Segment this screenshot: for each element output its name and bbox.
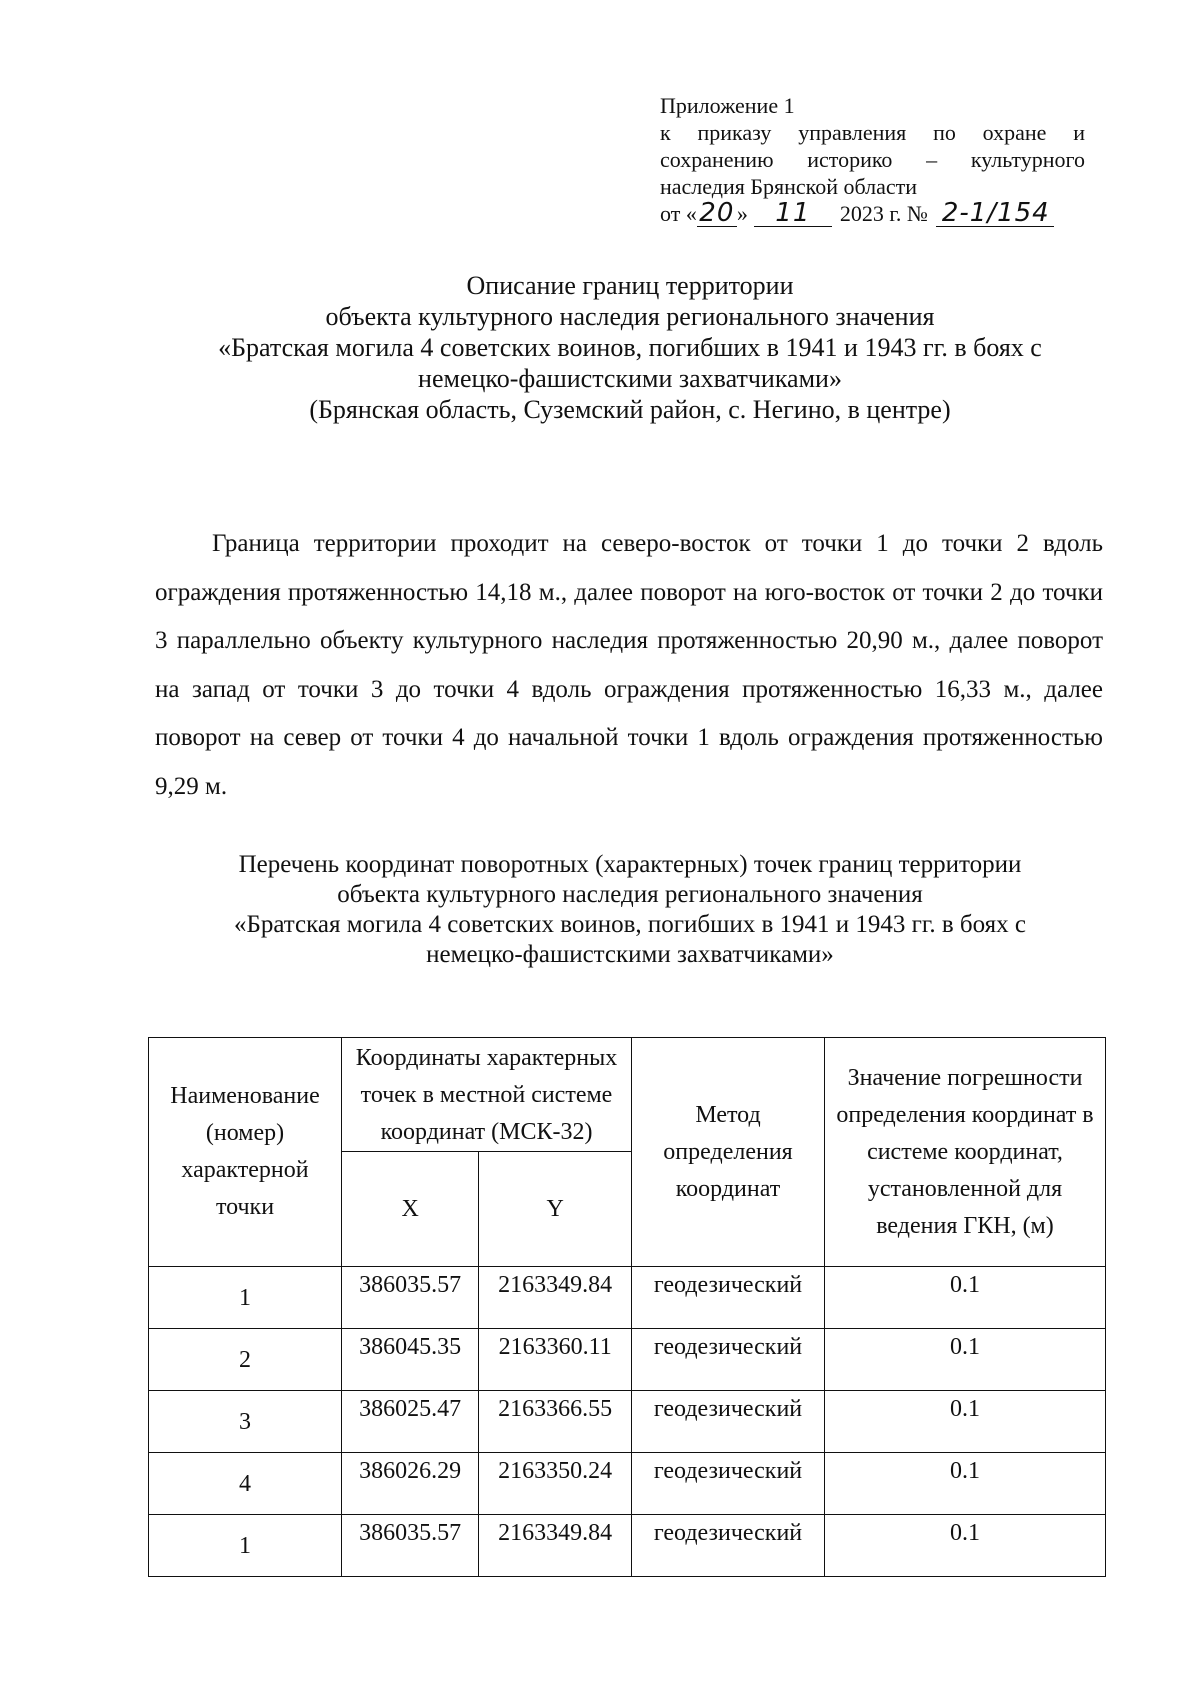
cell-x: 386026.29: [342, 1453, 479, 1515]
cell-method: геодезический: [632, 1453, 825, 1515]
table-row: [149, 1515, 1106, 1577]
header-x: X: [342, 1152, 479, 1267]
document-title: [150, 270, 1110, 425]
appendix-date-line: [660, 200, 1085, 227]
date-prefix: от «: [660, 201, 697, 226]
header-coordinates: Координаты характерных точек в местной системе координат (МСК-32): [342, 1038, 632, 1152]
title-line-2: объекта культурного наследия регионального значения: [325, 302, 935, 331]
date-quote-close: »: [736, 201, 748, 226]
cell-error: 0.1: [825, 1453, 1106, 1515]
coordinates-table: [148, 1037, 1106, 1577]
date-year: 2023 г. №: [839, 201, 928, 226]
cell-method: геодезический: [632, 1515, 825, 1577]
cell-x: 386035.57: [342, 1515, 479, 1577]
title-line-1: Описание границ территории: [466, 271, 794, 300]
title-line-5: (Брянская область, Суземский район, с. Негино, в центре): [309, 395, 951, 424]
cell-error: 0.1: [825, 1515, 1106, 1577]
handwritten-month: 11: [754, 200, 832, 227]
cell-point: 1: [149, 1515, 342, 1577]
cell-y: 2163350.24: [479, 1453, 632, 1515]
coordinates-list-title: [150, 850, 1110, 970]
cell-method: геодезический: [632, 1267, 825, 1329]
table-row: [149, 1453, 1106, 1515]
appendix-department-line: сохранению историко – культурного: [660, 147, 1085, 172]
cell-x: 386025.47: [342, 1391, 479, 1453]
cell-point: 1: [149, 1267, 342, 1329]
appendix-region-line: наследия Брянской области: [660, 174, 918, 199]
list-title-line-4: немецко-фашистскими захватчиками»: [426, 941, 834, 968]
handwritten-order-number: 2-1/154: [936, 200, 1054, 227]
cell-y: 2163349.84: [479, 1267, 632, 1329]
table-row: [149, 1267, 1106, 1329]
cell-y: 2163360.11: [479, 1329, 632, 1391]
appendix-order-line: к приказу управления по охране и: [660, 120, 1085, 145]
cell-point: 2: [149, 1329, 342, 1391]
header-y: Y: [479, 1152, 632, 1267]
cell-point: 3: [149, 1391, 342, 1453]
cell-error: 0.1: [825, 1391, 1106, 1453]
cell-x: 386045.35: [342, 1329, 479, 1391]
cell-method: геодезический: [632, 1391, 825, 1453]
title-line-3: «Братская могила 4 советских воинов, погибших в 1941 и 1943 гг. в боях с: [218, 333, 1042, 362]
boundary-description: Граница территории проходит на северо-восток от точки 1 до точки 2 вдоль ограждения протяженностью 14,18 м., далее поворот на юго-восток от точки 2 до точки 3 параллельно объекту культурного наследия протяженностью 20,90 м., далее поворот на запад от точки 3 до точки 4 вдоль ограждения протяженностью 16,33 м., далее поворот на север от точки 4 до начальной точки 1 вдоль ограждения протяженностью 9,29 м.: [155, 530, 1103, 800]
list-title-line-3: «Братская могила 4 советских воинов, погибших в 1941 и 1943 гг. в боях с: [233, 911, 1027, 938]
header-point-name: Наименование (номер) характерной точки: [149, 1038, 342, 1267]
handwritten-day: 20: [697, 200, 737, 227]
table-header-row: [149, 1038, 1106, 1152]
cell-method: геодезический: [632, 1329, 825, 1391]
list-title-line-2: объекта культурного наследия регионального значения: [337, 881, 923, 908]
table-row: [149, 1391, 1106, 1453]
appendix-title: Приложение 1: [660, 93, 795, 118]
cell-x: 386035.57: [342, 1267, 479, 1329]
cell-error: 0.1: [825, 1329, 1106, 1391]
cell-y: 2163366.55: [479, 1391, 632, 1453]
appendix-header: [660, 92, 1085, 227]
header-error: Значение погрешности определения координат в системе координат, установленной для ведения ГКН, (м): [825, 1038, 1106, 1267]
table-row: [149, 1329, 1106, 1391]
cell-point: 4: [149, 1453, 342, 1515]
cell-y: 2163349.84: [479, 1515, 632, 1577]
cell-error: 0.1: [825, 1267, 1106, 1329]
list-title-line-1: Перечень координат поворотных (характерных) точек границ территории: [238, 851, 1022, 878]
header-method: Метод определения координат: [632, 1038, 825, 1267]
title-line-4: немецко-фашистскими захватчиками»: [418, 364, 842, 393]
